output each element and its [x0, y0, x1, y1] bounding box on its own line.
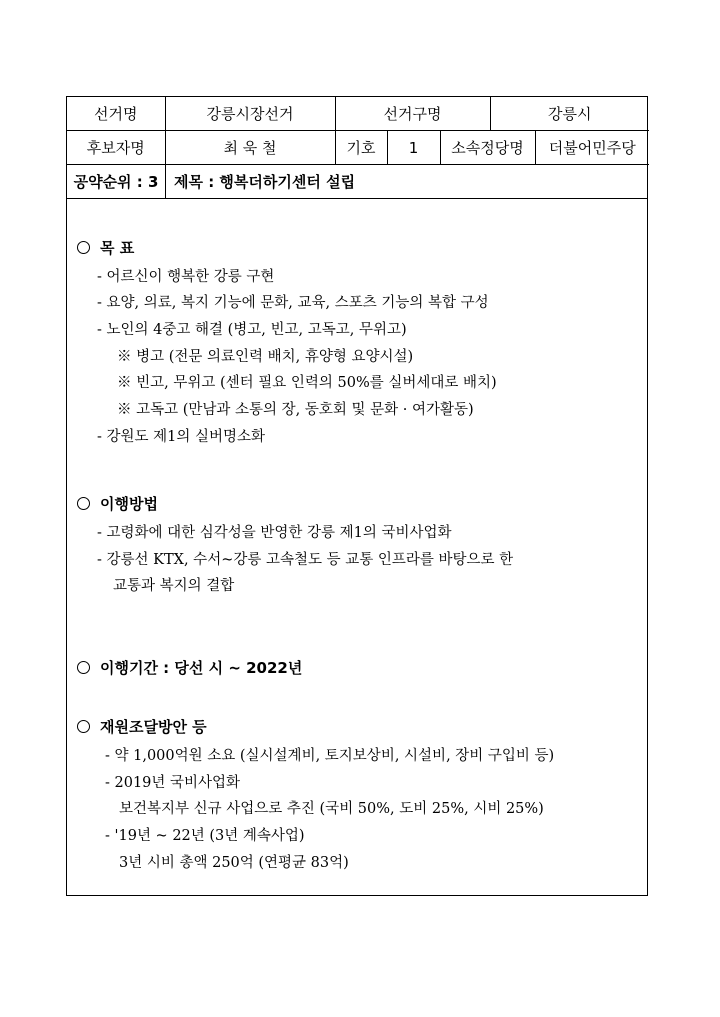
goal-line: - 노인의 4중고 해결 (병고, 빈고, 고독고, 무위고)	[97, 322, 407, 338]
funding-line: 보건복지부 신규 사업으로 추진 (국비 50%, 도비 25%, 시비 25%)	[119, 801, 544, 817]
goal-line: - 요양, 의료, 복지 기능에 문화, 교육, 스포츠 기능의 복합 구성	[97, 295, 489, 311]
pledge-document	[66, 96, 648, 896]
circle-bullet-icon	[77, 497, 90, 510]
method-line: - 고령화에 대한 심각성을 반영한 강릉 제1의 국비사업화	[97, 525, 452, 541]
circle-bullet-icon	[77, 241, 90, 254]
circle-bullet-icon	[77, 720, 90, 733]
symbol-label: 기호	[335, 131, 387, 165]
method-line: 교통과 복지의 결합	[113, 578, 235, 594]
section-goal-heading: 목 표	[77, 237, 134, 258]
funding-line: - 약 1,000억원 소요 (실시설계비, 토지보상비, 시설비, 장비 구입비 등)	[105, 748, 555, 764]
header-table	[67, 97, 649, 165]
goal-line: - 어르신이 행복한 강릉 구현	[97, 269, 275, 285]
party-value: 더불어민주당	[535, 131, 649, 165]
party-label: 소속정당명	[440, 131, 535, 165]
candidate-label: 후보자명	[67, 131, 165, 165]
goal-line: - 강원도 제1의 실버명소화	[97, 429, 266, 445]
circle-bullet-icon	[77, 661, 90, 674]
symbol-value: 1	[387, 131, 440, 165]
funding-line: - '19년 ~ 22년 (3년 계속사업)	[105, 828, 305, 844]
section-period-heading: 이행기간 : 당선 시 ~ 2022년	[77, 657, 302, 678]
goal-note: ※ 고독고 (만남과 소통의 장, 동호회 및 문화 · 여가활동)	[117, 402, 474, 418]
section-funding-heading: 재원조달방안 등	[77, 716, 207, 737]
funding-line: - 2019년 국비사업화	[105, 775, 241, 791]
goal-note: ※ 빈고, 무위고 (센터 필요 인력의 50%를 실버세대로 배치)	[117, 375, 497, 391]
election-name-label: 선거명	[67, 97, 165, 131]
funding-line: 3년 시비 총액 250억 (연평균 83억)	[119, 855, 349, 871]
method-line: - 강릉선 KTX, 수서~강릉 고속철도 등 교통 인프라를 바탕으로 한	[97, 552, 514, 568]
pledge-title: 제목 : 행복더하기센터 설립	[174, 173, 356, 191]
district-label: 선거구명	[335, 97, 490, 131]
goal-note: ※ 병고 (전문 의료인력 배치, 휴양형 요양시설)	[117, 349, 414, 365]
priority-title-row	[67, 165, 647, 199]
election-name-value: 강릉시장선거	[165, 97, 335, 131]
candidate-value: 최 욱 철	[165, 131, 335, 165]
section-method-heading: 이행방법	[77, 493, 158, 514]
priority-label: 공약순위 : 3	[67, 165, 166, 198]
district-value: 강릉시	[490, 97, 649, 131]
